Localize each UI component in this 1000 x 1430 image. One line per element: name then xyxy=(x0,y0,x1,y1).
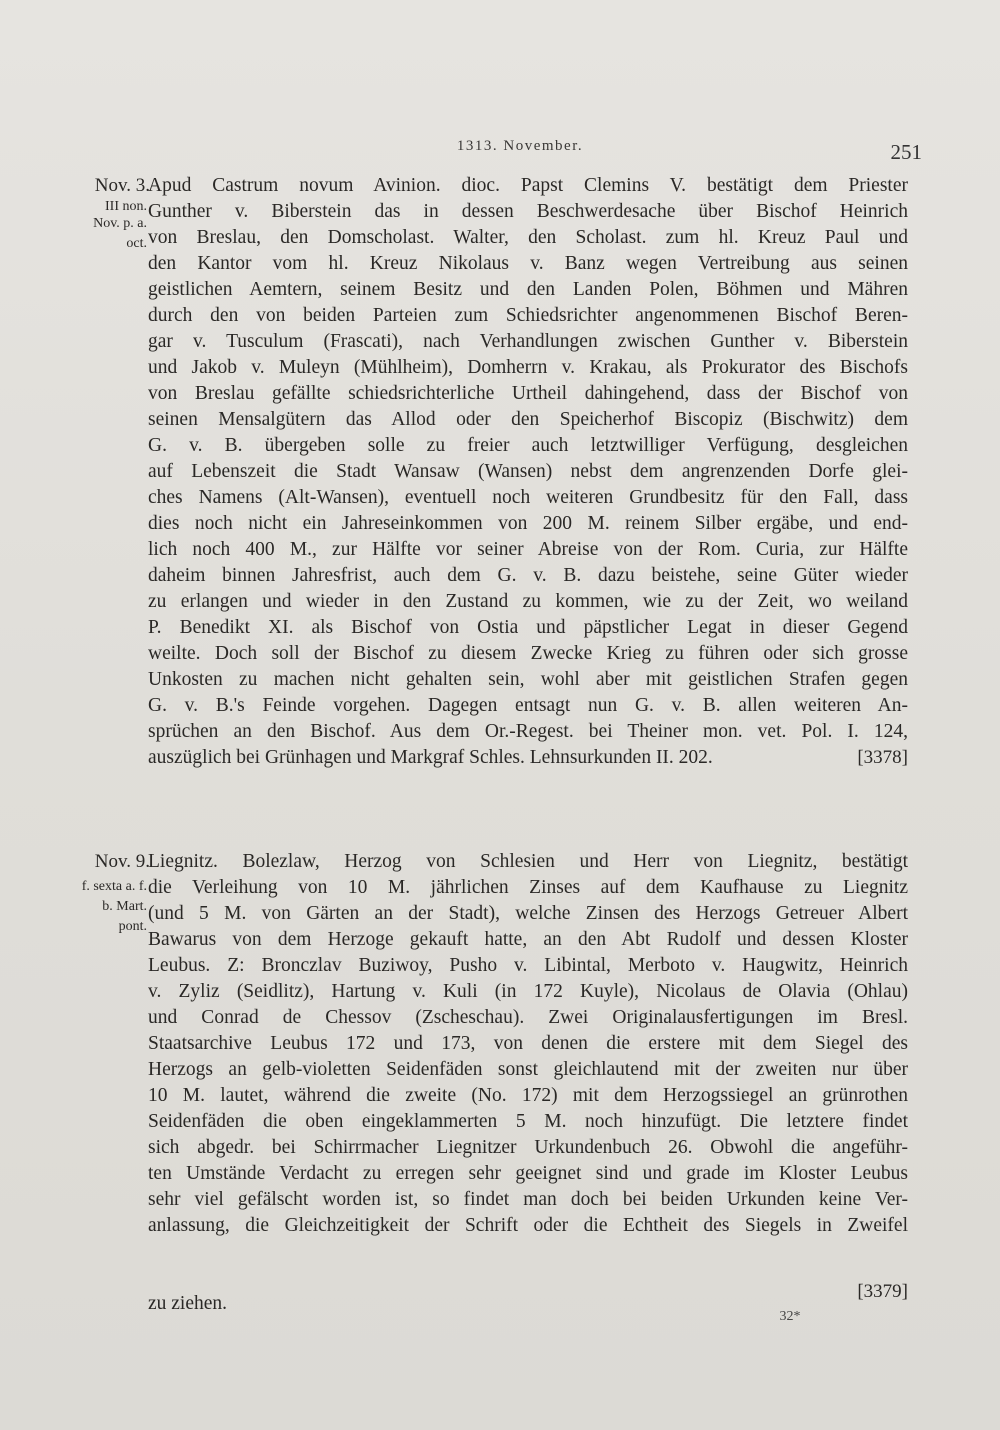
text-line: weilte. Doch soll der Bischof zu diesem Zwecke Krieg zu führen oder sich grosse xyxy=(148,643,908,664)
text-line: lich noch 400 M., zur Hälfte vor seiner Abreise von der Rom. Curia, zur Hälfte xyxy=(148,539,908,560)
text-line: G. v. B.'s Feinde vorgehen. Dagegen entsagt nun G. v. B. allen weiteren An- xyxy=(148,695,908,716)
text-line: ten Umstände Verdacht zu erregen sehr geeignet sind und grade im Kloster Leubus xyxy=(148,1163,908,1184)
text-line: Herzogs an gelb-violetten Seidenfäden sonst gleichlautend mit der zweiten nur über xyxy=(148,1059,908,1080)
entry-date: Nov. 9. xyxy=(94,851,150,872)
text-line: P. Benedikt XI. als Bischof von Ostia und päpstlicher Legat in dieser Gegend xyxy=(148,617,908,638)
text-line: durch den von beiden Parteien zum Schiedsrichter angenommenen Bischof Beren- xyxy=(148,305,908,326)
text-line: zu erlangen und wieder in den Zustand zu kommen, wie zu der Zeit, wo weiland xyxy=(148,591,908,612)
text-line: von Breslau gefällte schiedsrichterliche Urtheil dahingehend, dass der Bischof von xyxy=(148,383,908,404)
text-line: dies noch nicht ein Jahreseinkommen von 200 M. reinem Silber ergäbe, und end- xyxy=(148,513,908,534)
text-line: und Jakob v. Muleyn (Mühlheim), Domherrn v. Krakau, als Prokurator des Bischofs xyxy=(148,357,908,378)
text-line: Bawarus von dem Herzoge gekauft hatte, an den Abt Rudolf und dessen Kloster xyxy=(148,929,908,950)
liturgical-date-line: III non. xyxy=(105,199,147,214)
regest-number: [3378] xyxy=(857,747,908,768)
running-head: 1313. November. xyxy=(456,138,584,154)
text-line: v. Zyliz (Seidlitz), Hartung v. Kuli (in 172 Kuyle), Nicolaus de Olavia (Ohlau) xyxy=(148,981,908,1002)
text-line: den Kantor vom hl. Kreuz Nikolaus v. Banz wegen Vertreibung aus seinen xyxy=(148,253,908,274)
text-line: sprüchen an den Bischof. Aus dem Or.-Regest. bei Theiner mon. vet. Pol. I. 124, xyxy=(148,721,908,742)
text-line: Seidenfäden die oben eingeklammerten 5 M. noch hinzufügt. Die letztere findet xyxy=(148,1111,908,1132)
text-line: die Verleihung von 10 M. jährlichen Zinses auf dem Kaufhause zu Liegnitz xyxy=(148,877,908,898)
regest-number: [3379] xyxy=(857,1281,908,1302)
text-line: G. v. B. übergeben solle zu freier auch letztwilliger Verfügung, desgleichen xyxy=(148,435,908,456)
liturgical-date-line: f. sexta a. f. xyxy=(81,879,147,894)
text-line: anlassung, die Gleichzeitigkeit der Schrift oder die Echtheit des Siegels in Zweifel xyxy=(148,1215,908,1236)
text-line: Staatsarchive Leubus 172 und 173, von denen die erstere mit dem Siegel des xyxy=(148,1033,908,1054)
entry-date: Nov. 3. xyxy=(94,175,150,196)
text-line: ches Namens (Alt-Wansen), eventuell noch weiteren Grundbesitz für den Fall, dass xyxy=(148,487,908,508)
text-line: daheim binnen Jahresfrist, auch dem G. v. B. dazu beistehe, seine Güter wieder xyxy=(148,565,908,586)
liturgical-date-line: b. Mart. xyxy=(102,899,147,914)
signature-mark: 32* xyxy=(779,1309,801,1324)
text-line: von Breslau, den Domscholast. Walter, den Scholast. zum hl. Kreuz Paul und xyxy=(148,227,908,248)
text-line: geistlichen Aemtern, seinem Besitz und den Landen Polen, Böhmen und Mähren xyxy=(148,279,908,300)
text-line: gar v. Tusculum (Frascati), nach Verhandlungen zwischen Gunther v. Biberstein xyxy=(148,331,908,352)
text-line: Apud Castrum novum Avinion. dioc. Papst Clemins V. bestätigt dem Priester xyxy=(148,175,908,196)
text-line: (und 5 M. von Gärten an der Stadt), welche Zinsen des Herzogs Getreuer Albert xyxy=(148,903,908,924)
liturgical-date-line: pont. xyxy=(118,919,147,934)
liturgical-date-line: Nov. p. a. xyxy=(93,216,147,231)
text-line: und Conrad de Chessov (Zscheschau). Zwei Originalausfertigungen im Bresl. xyxy=(148,1007,908,1028)
text-line: 10 M. lautet, während die zweite (No. 172) mit dem Herzogssiegel an grünrothen xyxy=(148,1085,908,1106)
text-line: auszüglich bei Grünhagen und Markgraf Schles. Lehnsurkunden II. 202. xyxy=(148,747,713,768)
text-line: auf Lebenszeit die Stadt Wansaw (Wansen) nebst dem angrenzenden Dorfe glei- xyxy=(148,461,908,482)
text-line: seinen Mensalgütern das Allod oder den Speicherhof Biscopiz (Bischwitz) dem xyxy=(148,409,908,430)
text-line: Unkosten zu machen nicht gehalten sein, wohl aber mit geistlichen Strafen gegen xyxy=(148,669,908,690)
text-line: sich abgedr. bei Schirrmacher Liegnitzer Urkundenbuch 26. Obwohl die angeführ- xyxy=(148,1137,908,1158)
page-number: 251 xyxy=(890,140,922,164)
liturgical-date-line: oct. xyxy=(126,236,147,251)
text-line: Gunther v. Biberstein das in dessen Beschwerdesache über Bischof Heinrich xyxy=(148,201,908,222)
text-line: zu ziehen. xyxy=(148,1293,228,1314)
text-line: Leubus. Z: Bronczlav Buziwoy, Pusho v. Libintal, Merboto v. Haugwitz, Heinrich xyxy=(148,955,908,976)
text-line: Liegnitz. Bolezlaw, Herzog von Schlesien und Herr von Liegnitz, bestätigt xyxy=(148,851,908,872)
text-line: sehr viel gefälscht worden ist, so findet man doch bei beiden Urkunden keine Ver- xyxy=(148,1189,908,1210)
